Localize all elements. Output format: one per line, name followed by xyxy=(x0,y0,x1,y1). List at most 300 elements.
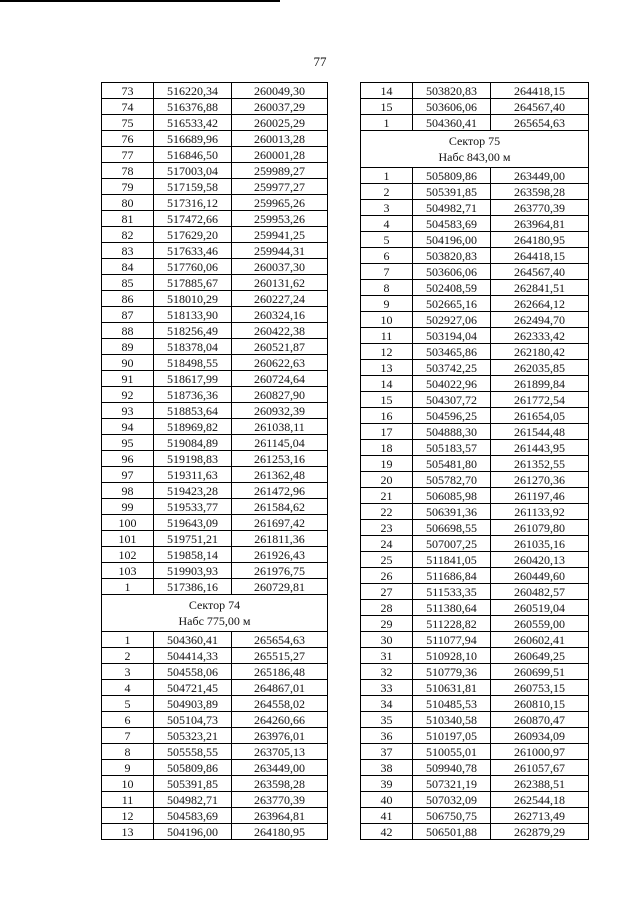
coordinate-y: 261038,11 xyxy=(232,419,328,435)
table-row xyxy=(102,776,328,792)
coordinate-y: 260519,04 xyxy=(491,600,589,616)
coordinate-x: 504307,72 xyxy=(413,392,491,408)
table-row xyxy=(102,664,328,680)
coordinate-y: 265186,48 xyxy=(232,664,328,680)
page-number: 77 xyxy=(313,54,327,69)
sector-header xyxy=(361,131,589,168)
point-number: 27 xyxy=(361,584,413,600)
coordinate-x: 517159,58 xyxy=(154,179,232,195)
table-row xyxy=(102,179,328,195)
point-number: 18 xyxy=(361,440,413,456)
coordinate-x: 516533,42 xyxy=(154,115,232,131)
point-number: 14 xyxy=(361,376,413,392)
coordinate-x: 502408,59 xyxy=(413,280,491,296)
coordinate-x: 504414,33 xyxy=(154,648,232,664)
table-row xyxy=(102,323,328,339)
coordinate-y: 261976,75 xyxy=(232,563,328,579)
coordinate-y: 260934,09 xyxy=(491,728,589,744)
coordinate-y: 262841,51 xyxy=(491,280,589,296)
coordinate-x: 517472,66 xyxy=(154,211,232,227)
coordinate-y: 262664,12 xyxy=(491,296,589,312)
coordinate-y: 261926,43 xyxy=(232,547,328,563)
coordinate-y: 261000,97 xyxy=(491,744,589,760)
coordinate-x: 511380,64 xyxy=(413,600,491,616)
coordinate-y: 264418,15 xyxy=(491,248,589,264)
coordinate-y: 260013,28 xyxy=(232,131,328,147)
coordinate-x: 516846,50 xyxy=(154,147,232,163)
table-row xyxy=(102,696,328,712)
point-number: 19 xyxy=(361,456,413,472)
sector-title: Сектор 74 xyxy=(188,598,241,612)
point-number: 75 xyxy=(102,115,154,131)
top-rule xyxy=(0,0,280,2)
coordinate-y: 262494,70 xyxy=(491,312,589,328)
coordinate-y: 260827,90 xyxy=(232,387,328,403)
point-number: 88 xyxy=(102,323,154,339)
table-row xyxy=(361,232,589,248)
point-number: 84 xyxy=(102,259,154,275)
coordinate-y: 263964,81 xyxy=(491,216,589,232)
coordinate-x: 504196,00 xyxy=(413,232,491,248)
coordinate-y: 260602,41 xyxy=(491,632,589,648)
coordinate-y: 261057,67 xyxy=(491,760,589,776)
table-row xyxy=(361,680,589,696)
coordinate-y: 260699,51 xyxy=(491,664,589,680)
coordinate-y: 263449,00 xyxy=(232,760,328,776)
table-row xyxy=(361,536,589,552)
coordinate-x: 518617,99 xyxy=(154,371,232,387)
coordinate-y: 260037,30 xyxy=(232,259,328,275)
coordinate-y: 263964,81 xyxy=(232,808,328,824)
table-row xyxy=(361,760,589,776)
table-row xyxy=(361,616,589,632)
table-row xyxy=(361,200,589,216)
coordinate-y: 260227,24 xyxy=(232,291,328,307)
point-number: 74 xyxy=(102,99,154,115)
coordinate-y: 260753,15 xyxy=(491,680,589,696)
point-number: 11 xyxy=(361,328,413,344)
coordinate-x: 506085,98 xyxy=(413,488,491,504)
coordinate-y: 261362,48 xyxy=(232,467,328,483)
coordinate-x: 519858,14 xyxy=(154,547,232,563)
coordinate-y: 262333,42 xyxy=(491,328,589,344)
coordinate-x: 519643,09 xyxy=(154,515,232,531)
point-number: 7 xyxy=(102,728,154,744)
table-row xyxy=(361,488,589,504)
coordinate-y: 260001,28 xyxy=(232,147,328,163)
table-row xyxy=(102,355,328,371)
coordinate-y: 260449,60 xyxy=(491,568,589,584)
coordinate-x: 510340,58 xyxy=(413,712,491,728)
point-number: 12 xyxy=(361,344,413,360)
point-number: 101 xyxy=(102,531,154,547)
table-row xyxy=(102,792,328,808)
coordinate-x: 518498,55 xyxy=(154,355,232,371)
coordinate-y: 261253,16 xyxy=(232,451,328,467)
point-number: 80 xyxy=(102,195,154,211)
point-number: 4 xyxy=(102,680,154,696)
point-number: 85 xyxy=(102,275,154,291)
table-row xyxy=(361,115,589,131)
coordinate-y: 263598,28 xyxy=(491,184,589,200)
coordinate-x: 518969,82 xyxy=(154,419,232,435)
coordinate-x: 504982,71 xyxy=(154,792,232,808)
coordinate-x: 504360,41 xyxy=(413,115,491,131)
coordinate-y: 259941,25 xyxy=(232,227,328,243)
coordinate-x: 505558,55 xyxy=(154,744,232,760)
point-number: 1 xyxy=(102,579,154,595)
point-number: 23 xyxy=(361,520,413,536)
coordinates-table-left xyxy=(101,82,328,840)
coordinate-x: 504888,30 xyxy=(413,424,491,440)
table-row xyxy=(102,467,328,483)
point-number: 33 xyxy=(361,680,413,696)
coordinate-y: 260810,15 xyxy=(491,696,589,712)
coordinate-x: 510779,36 xyxy=(413,664,491,680)
point-number: 1 xyxy=(361,168,413,184)
table-row xyxy=(361,696,589,712)
coordinate-y: 261697,42 xyxy=(232,515,328,531)
coordinate-x: 511533,35 xyxy=(413,584,491,600)
coordinate-y: 260049,30 xyxy=(232,83,328,99)
point-number: 8 xyxy=(361,280,413,296)
coordinate-y: 262713,49 xyxy=(491,808,589,824)
coordinate-x: 505809,86 xyxy=(154,760,232,776)
coordinate-x: 519084,89 xyxy=(154,435,232,451)
table-row xyxy=(361,632,589,648)
coordinate-y: 264567,40 xyxy=(491,264,589,280)
coordinate-x: 511686,84 xyxy=(413,568,491,584)
coordinate-x: 504982,71 xyxy=(413,200,491,216)
coordinate-x: 505104,73 xyxy=(154,712,232,728)
point-number: 9 xyxy=(102,760,154,776)
coordinate-y: 262035,85 xyxy=(491,360,589,376)
coordinate-y: 261352,55 xyxy=(491,456,589,472)
table-row xyxy=(102,451,328,467)
table-row xyxy=(361,248,589,264)
table-row xyxy=(102,760,328,776)
sector-header xyxy=(102,595,328,632)
coordinate-y: 261079,80 xyxy=(491,520,589,536)
coordinate-y: 262544,18 xyxy=(491,792,589,808)
point-number: 103 xyxy=(102,563,154,579)
coordinate-x: 505391,85 xyxy=(413,184,491,200)
coordinate-x: 503606,06 xyxy=(413,99,491,115)
point-number: 86 xyxy=(102,291,154,307)
coordinate-x: 502927,06 xyxy=(413,312,491,328)
sector-height: Набс 843,00 м xyxy=(438,150,511,164)
coordinate-y: 261443,95 xyxy=(491,440,589,456)
coordinate-y: 262879,29 xyxy=(491,824,589,840)
coordinate-x: 517003,04 xyxy=(154,163,232,179)
table-row xyxy=(361,344,589,360)
table-row xyxy=(361,648,589,664)
table-row xyxy=(102,403,328,419)
coordinate-x: 519423,28 xyxy=(154,483,232,499)
coordinate-x: 507032,09 xyxy=(413,792,491,808)
coordinate-x: 505481,80 xyxy=(413,456,491,472)
coordinates-table-right xyxy=(360,82,589,840)
coordinate-x: 519751,21 xyxy=(154,531,232,547)
table-row xyxy=(102,371,328,387)
table-row xyxy=(361,712,589,728)
table-row xyxy=(102,243,328,259)
coordinate-y: 259977,27 xyxy=(232,179,328,195)
point-number: 31 xyxy=(361,648,413,664)
point-number: 8 xyxy=(102,744,154,760)
coordinate-y: 259965,26 xyxy=(232,195,328,211)
coordinate-x: 505391,85 xyxy=(154,776,232,792)
point-number: 17 xyxy=(361,424,413,440)
coordinate-y: 261197,46 xyxy=(491,488,589,504)
point-number: 6 xyxy=(361,248,413,264)
coordinate-x: 507007,25 xyxy=(413,536,491,552)
point-number: 35 xyxy=(361,712,413,728)
point-number: 30 xyxy=(361,632,413,648)
coordinate-y: 260025,29 xyxy=(232,115,328,131)
table-row xyxy=(102,744,328,760)
table-row xyxy=(102,579,328,595)
table-row xyxy=(361,184,589,200)
point-number: 97 xyxy=(102,467,154,483)
table-row xyxy=(361,392,589,408)
coordinate-y: 263770,39 xyxy=(491,200,589,216)
coordinate-x: 504360,41 xyxy=(154,632,232,648)
point-number: 40 xyxy=(361,792,413,808)
coordinate-x: 505323,21 xyxy=(154,728,232,744)
coordinate-y: 260422,38 xyxy=(232,323,328,339)
point-number: 16 xyxy=(361,408,413,424)
coordinate-y: 261145,04 xyxy=(232,435,328,451)
table-row xyxy=(361,808,589,824)
point-number: 2 xyxy=(102,648,154,664)
table-row xyxy=(102,419,328,435)
point-number: 41 xyxy=(361,808,413,824)
coordinate-x: 511077,94 xyxy=(413,632,491,648)
coordinate-y: 260482,57 xyxy=(491,584,589,600)
coordinate-x: 505809,86 xyxy=(413,168,491,184)
coordinate-x: 519198,83 xyxy=(154,451,232,467)
coordinate-y: 260324,16 xyxy=(232,307,328,323)
table-row xyxy=(102,563,328,579)
point-number: 3 xyxy=(361,200,413,216)
point-number: 83 xyxy=(102,243,154,259)
table-row xyxy=(102,291,328,307)
coordinate-x: 518736,36 xyxy=(154,387,232,403)
table-row xyxy=(361,472,589,488)
point-number: 99 xyxy=(102,499,154,515)
table-row xyxy=(102,632,328,648)
coordinate-y: 261472,96 xyxy=(232,483,328,499)
coordinate-x: 504903,89 xyxy=(154,696,232,712)
coordinate-x: 519311,63 xyxy=(154,467,232,483)
table-row xyxy=(102,531,328,547)
table-row xyxy=(102,227,328,243)
point-number: 28 xyxy=(361,600,413,616)
point-number: 94 xyxy=(102,419,154,435)
point-number: 15 xyxy=(361,392,413,408)
coordinate-y: 265654,63 xyxy=(491,115,589,131)
coordinate-x: 504583,69 xyxy=(154,808,232,824)
point-number: 15 xyxy=(361,99,413,115)
coordinate-x: 517633,46 xyxy=(154,243,232,259)
coordinate-x: 519903,93 xyxy=(154,563,232,579)
coordinate-y: 261544,48 xyxy=(491,424,589,440)
point-number: 100 xyxy=(102,515,154,531)
coordinate-y: 263449,00 xyxy=(491,168,589,184)
coordinate-x: 510055,01 xyxy=(413,744,491,760)
point-number: 3 xyxy=(102,664,154,680)
coordinate-y: 260037,29 xyxy=(232,99,328,115)
coordinate-x: 516689,96 xyxy=(154,131,232,147)
table-row xyxy=(361,664,589,680)
point-number: 81 xyxy=(102,211,154,227)
table-row xyxy=(361,728,589,744)
point-number: 87 xyxy=(102,307,154,323)
table-row xyxy=(102,211,328,227)
coordinate-y: 265515,27 xyxy=(232,648,328,664)
table-row xyxy=(102,83,328,99)
sector-height: Набс 775,00 м xyxy=(178,614,251,628)
coordinate-y: 260420,13 xyxy=(491,552,589,568)
table-row xyxy=(361,440,589,456)
sector-title: Сектор 75 xyxy=(448,134,501,148)
coordinate-x: 510485,53 xyxy=(413,696,491,712)
coordinate-y: 264558,02 xyxy=(232,696,328,712)
point-number: 13 xyxy=(361,360,413,376)
table-row xyxy=(102,131,328,147)
point-number: 1 xyxy=(361,115,413,131)
coordinate-y: 260724,64 xyxy=(232,371,328,387)
table-row xyxy=(102,728,328,744)
coordinate-x: 518133,90 xyxy=(154,307,232,323)
point-number: 98 xyxy=(102,483,154,499)
coordinate-y: 260932,39 xyxy=(232,403,328,419)
point-number: 102 xyxy=(102,547,154,563)
coordinate-x: 516376,88 xyxy=(154,99,232,115)
coordinate-y: 261584,62 xyxy=(232,499,328,515)
point-number: 7 xyxy=(361,264,413,280)
coordinate-x: 516220,34 xyxy=(154,83,232,99)
sector-header-row xyxy=(361,131,589,168)
table-row xyxy=(361,360,589,376)
coordinate-x: 507321,19 xyxy=(413,776,491,792)
point-number: 21 xyxy=(361,488,413,504)
point-number: 13 xyxy=(102,824,154,840)
table-row xyxy=(102,499,328,515)
coordinate-y: 260649,25 xyxy=(491,648,589,664)
coordinate-x: 518010,29 xyxy=(154,291,232,307)
table-row xyxy=(361,264,589,280)
coordinate-x: 504558,06 xyxy=(154,664,232,680)
point-number: 22 xyxy=(361,504,413,520)
coordinate-x: 518853,64 xyxy=(154,403,232,419)
point-number: 4 xyxy=(361,216,413,232)
point-number: 82 xyxy=(102,227,154,243)
table-row xyxy=(361,328,589,344)
coordinate-x: 511228,82 xyxy=(413,616,491,632)
table-row xyxy=(102,435,328,451)
sector-header-row xyxy=(102,595,328,632)
coordinate-y: 259953,26 xyxy=(232,211,328,227)
point-number: 24 xyxy=(361,536,413,552)
point-number: 89 xyxy=(102,339,154,355)
point-number: 39 xyxy=(361,776,413,792)
point-number: 90 xyxy=(102,355,154,371)
coordinate-x: 502665,16 xyxy=(413,296,491,312)
coordinate-y: 260622,63 xyxy=(232,355,328,371)
table-row xyxy=(361,312,589,328)
coordinate-x: 503742,25 xyxy=(413,360,491,376)
coordinate-x: 504196,00 xyxy=(154,824,232,840)
table-row xyxy=(102,275,328,291)
table-row xyxy=(102,808,328,824)
coordinate-x: 503194,04 xyxy=(413,328,491,344)
point-number: 10 xyxy=(102,776,154,792)
table-row xyxy=(361,99,589,115)
coordinate-y: 261654,05 xyxy=(491,408,589,424)
table-row xyxy=(102,259,328,275)
table-row xyxy=(102,824,328,840)
point-number: 1 xyxy=(102,632,154,648)
table-row xyxy=(361,504,589,520)
table-row xyxy=(102,680,328,696)
coordinate-y: 260559,00 xyxy=(491,616,589,632)
point-number: 5 xyxy=(102,696,154,712)
coordinate-x: 517386,16 xyxy=(154,579,232,595)
table-row xyxy=(361,600,589,616)
coordinate-y: 264867,01 xyxy=(232,680,328,696)
table-row xyxy=(102,712,328,728)
table-row xyxy=(102,339,328,355)
coordinate-y: 260729,81 xyxy=(232,579,328,595)
coordinate-y: 261133,92 xyxy=(491,504,589,520)
table-row xyxy=(361,168,589,184)
point-number: 6 xyxy=(102,712,154,728)
table-row xyxy=(102,163,328,179)
coordinate-x: 503465,86 xyxy=(413,344,491,360)
table-row xyxy=(361,456,589,472)
coordinate-y: 260131,62 xyxy=(232,275,328,291)
table-row xyxy=(361,83,589,99)
point-number: 77 xyxy=(102,147,154,163)
table-row xyxy=(361,408,589,424)
coordinate-y: 261811,36 xyxy=(232,531,328,547)
coordinate-y: 259989,27 xyxy=(232,163,328,179)
coordinate-y: 264567,40 xyxy=(491,99,589,115)
coordinate-y: 264180,95 xyxy=(491,232,589,248)
table-row xyxy=(102,483,328,499)
point-number: 9 xyxy=(361,296,413,312)
point-number: 29 xyxy=(361,616,413,632)
coordinate-y: 263976,01 xyxy=(232,728,328,744)
coordinate-y: 263598,28 xyxy=(232,776,328,792)
coordinate-y: 264260,66 xyxy=(232,712,328,728)
coordinate-x: 517885,67 xyxy=(154,275,232,291)
table-row xyxy=(361,744,589,760)
point-number: 32 xyxy=(361,664,413,680)
table-row xyxy=(361,552,589,568)
point-number: 14 xyxy=(361,83,413,99)
point-number: 96 xyxy=(102,451,154,467)
table-row xyxy=(102,195,328,211)
coordinate-y: 259944,31 xyxy=(232,243,328,259)
table-row xyxy=(102,307,328,323)
point-number: 36 xyxy=(361,728,413,744)
coordinate-x: 504022,96 xyxy=(413,376,491,392)
coordinate-y: 263705,13 xyxy=(232,744,328,760)
coordinate-x: 519533,77 xyxy=(154,499,232,515)
